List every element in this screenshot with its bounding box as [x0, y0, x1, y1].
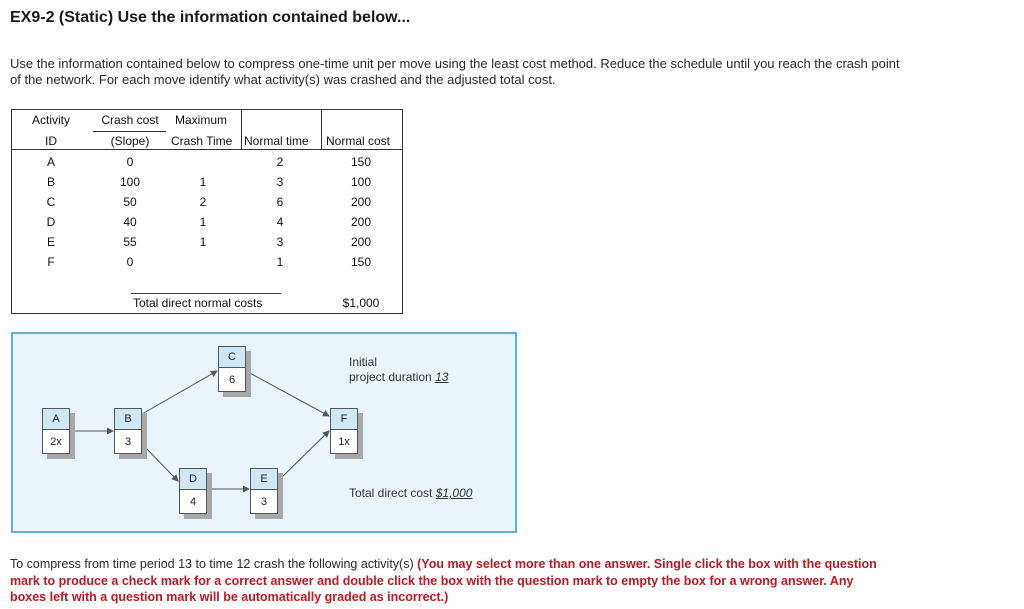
arrow-b-c	[142, 371, 217, 414]
header-crash-time: Crash Time	[171, 134, 233, 148]
cell-max: 1	[199, 175, 207, 189]
cell-normal-cost: 150	[350, 255, 372, 269]
cell-normal-time: 3	[276, 235, 284, 249]
cell-slope: 0	[126, 155, 134, 169]
cell-normal-time: 4	[276, 215, 284, 229]
cell-slope: 100	[119, 175, 141, 189]
header-maximum: Maximum	[175, 113, 228, 127]
header-slope: (Slope)	[110, 134, 150, 148]
question-text: To compress from time period 13 to time 12 crash the following activity(s)	[10, 557, 414, 571]
total-normal-cost-value: $1,000	[342, 296, 380, 310]
arrow-e-f	[278, 431, 329, 481]
cell-normal-cost: 200	[350, 215, 372, 229]
question-prompt	[10, 556, 890, 606]
problem-instructions: Use the information contained below to compress one-time unit per move using the least cost method. Reduce the schedule until you reach the crash point of the network. For each move identify what activity(s) was crashed and the adjusted total cost.	[10, 56, 900, 87]
node-c	[218, 346, 246, 392]
cell-normal-time: 6	[276, 195, 284, 209]
node-duration: 3	[260, 496, 268, 508]
network-diagram	[11, 332, 517, 533]
node-label: B	[115, 409, 141, 430]
total-direct-cost-value: $1,000	[435, 486, 473, 500]
cell-max: 1	[199, 235, 207, 249]
total-normal-cost-label: Total direct normal costs	[133, 296, 263, 310]
arrow-c-f	[246, 371, 329, 416]
total-direct-cost-label: Total direct cost $1,000	[349, 486, 473, 500]
cell-normal-cost: 200	[350, 235, 372, 249]
cell-normal-cost: 150	[350, 155, 372, 169]
node-a	[42, 408, 70, 454]
node-duration: 6	[228, 374, 236, 386]
cell-slope: 50	[123, 195, 137, 209]
cell-normal-time: 1	[276, 255, 284, 269]
cell-slope: 55	[123, 235, 137, 249]
cell-id: D	[46, 215, 56, 229]
cell-normal-cost: 200	[350, 195, 372, 209]
question-instruction: (You may select more than one answer. Single click the box with the question mark to produce a check mark for a correct answer and double click the box with the question mark to empty the box for a wrong answer. Any boxes left with a question mark will be automatically graded as incorrect.)	[10, 557, 877, 604]
page-title: EX9-2 (Static) Use the information contained below...	[10, 9, 411, 26]
node-duration: 1x	[338, 436, 350, 448]
cell-slope: 0	[126, 255, 134, 269]
header-normal-cost: Normal cost	[326, 134, 391, 148]
cell-normal-time: 2	[276, 155, 284, 169]
cell-max: 2	[199, 195, 207, 209]
node-duration: 4	[189, 496, 197, 508]
node-f	[330, 408, 358, 454]
cell-id: E	[46, 235, 55, 249]
header-id: ID	[45, 134, 57, 148]
cell-id: B	[46, 175, 55, 189]
node-d	[179, 468, 207, 514]
cell-id: F	[47, 255, 55, 269]
initial-duration-value: 13	[435, 370, 449, 384]
header-normal-time: Normal time	[244, 134, 309, 148]
node-duration: 3	[124, 436, 132, 448]
node-e	[250, 468, 278, 514]
cell-id: C	[46, 195, 56, 209]
cell-normal-time: 3	[276, 175, 284, 189]
arrow-b-d	[142, 444, 178, 481]
initial-duration-label: Initial project duration 13	[349, 355, 449, 384]
node-label: C	[219, 347, 245, 368]
node-label: D	[180, 469, 206, 490]
cell-max: 1	[199, 215, 207, 229]
cell-id: A	[46, 155, 55, 169]
header-crash-cost: Crash cost	[101, 113, 159, 127]
node-b	[114, 408, 142, 454]
activity-table	[11, 109, 403, 314]
node-label: A	[43, 409, 69, 430]
node-label: F	[331, 409, 357, 430]
cell-normal-cost: 100	[350, 175, 372, 189]
cell-slope: 40	[123, 215, 137, 229]
node-duration: 2x	[50, 436, 62, 448]
node-label: E	[251, 469, 277, 490]
header-activity: Activity	[31, 113, 70, 127]
